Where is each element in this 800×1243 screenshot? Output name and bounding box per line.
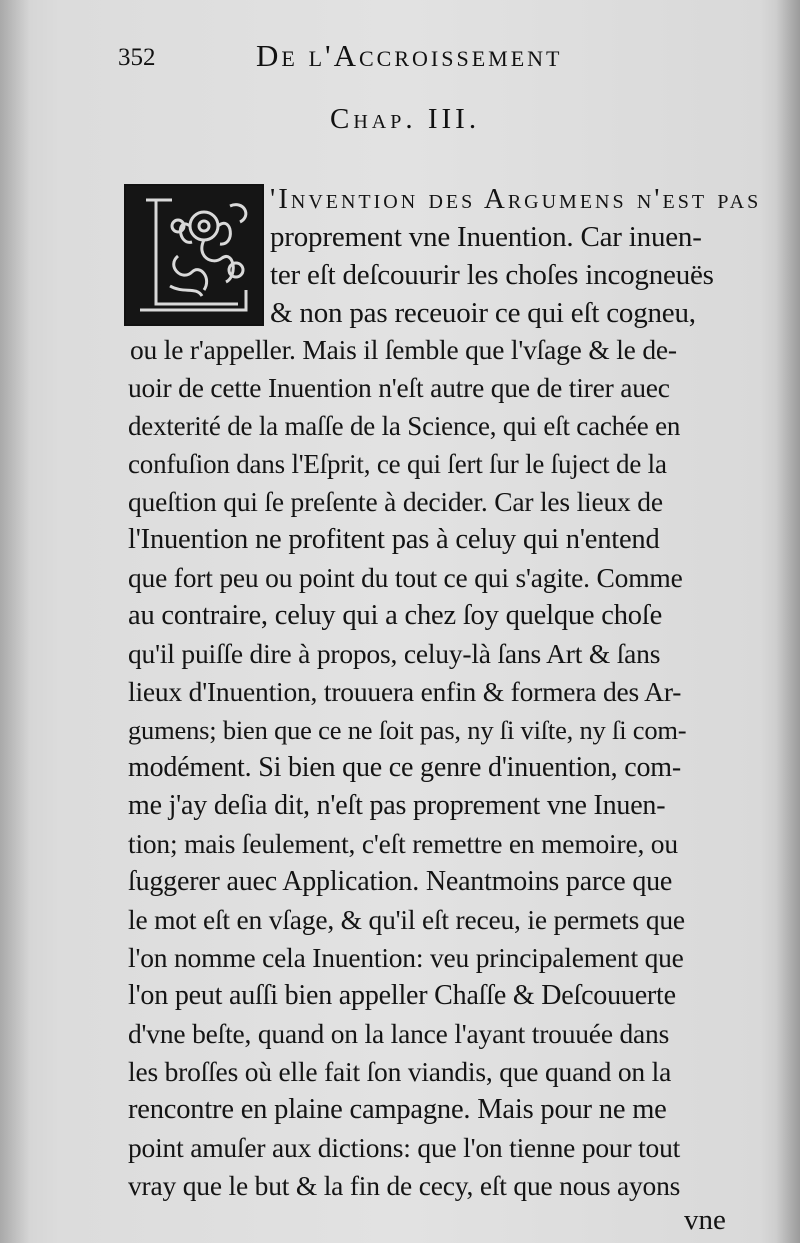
text-line: proprement vne Inuention. Car inuen- [270,221,702,253]
text-line: 'Invention des Argumens n'eſt pas [270,183,762,215]
page-edge-shadow [776,0,800,1243]
catchword: vne [684,1204,726,1236]
text-line: me j'ay deſia dit, n'eſt pas proprement vne Inuen- [128,790,666,821]
text-line: les broſſes où elle fait ſon viandis, que quand on la [128,1056,672,1087]
page-number: 352 [118,44,156,71]
chapter-heading: Chap. III. [330,103,481,135]
text-line: & non pas receuoir ce qui eſt cogneu, [270,297,696,329]
running-title: De l'Accroissement [256,38,563,73]
text-line: qu'il puiſſe dire à propos, celuy-là ſans Art & ſans [128,638,661,669]
text-line: ou le r'appeller. Mais il ſemble que l'vſage & le de- [130,334,677,365]
text-line: dexterité de la maſſe de la Science, qui eſt cachée en [128,411,681,441]
text-line: le mot eſt en vſage, & qu'il eſt receu, ie permets que [128,904,685,935]
text-line: que fort peu ou point du tout ce qui s'agite. Comme [128,562,683,593]
text-line: modément. Si bien que ce genre d'inuention, com- [128,752,681,783]
text-line: au contraire, celuy qui a chez ſoy quelque choſe [128,600,663,631]
text-line: lieux d'Inuention, trouuera enfin & formera des Ar- [128,676,682,707]
text-line: l'Inuention ne profitent pas à celuy qui n'entend [128,524,660,555]
page-header [118,36,678,76]
floral-ornament-icon [126,186,262,324]
text-line: ſuggerer auec Application. Neantmoins parce que [128,866,673,897]
text-line: point amuſer aux dictions: que l'on tienne pour tout [128,1132,681,1163]
decorated-initial [124,184,264,326]
text-line: l'on nomme cela Inuention: veu principalement que [128,942,684,973]
text-line: ter eſt deſcouurir les choſes incogneuës [270,259,714,291]
text-line: rencontre en plaine campagne. Mais pour ne me [128,1094,667,1125]
text-line: gumens; bien que ce ne ſoit pas, ny ſi viſte, ny ſi com- [128,715,687,745]
text-line: queſtion qui ſe preſente à decider. Car les lieux de [128,486,663,517]
text-line: tion; mais ſeulement, c'eſt remettre en memoire, ou [128,828,678,859]
text-line: vray que le but & la fin de cecy, eſt que nous ayons [128,1170,681,1201]
text-line: confuſion dans l'Eſprit, ce qui ſert ſur le ſuject de la [128,449,667,479]
text-line: uoir de cette Inuention n'eſt autre que de tirer auec [128,372,670,403]
text-line: d'vne beſte, quand on la lance l'ayant trouuée dans [128,1018,670,1049]
text-line: l'on peut auſſi bien appeller Chaſſe & Deſcouuerte [128,980,676,1011]
